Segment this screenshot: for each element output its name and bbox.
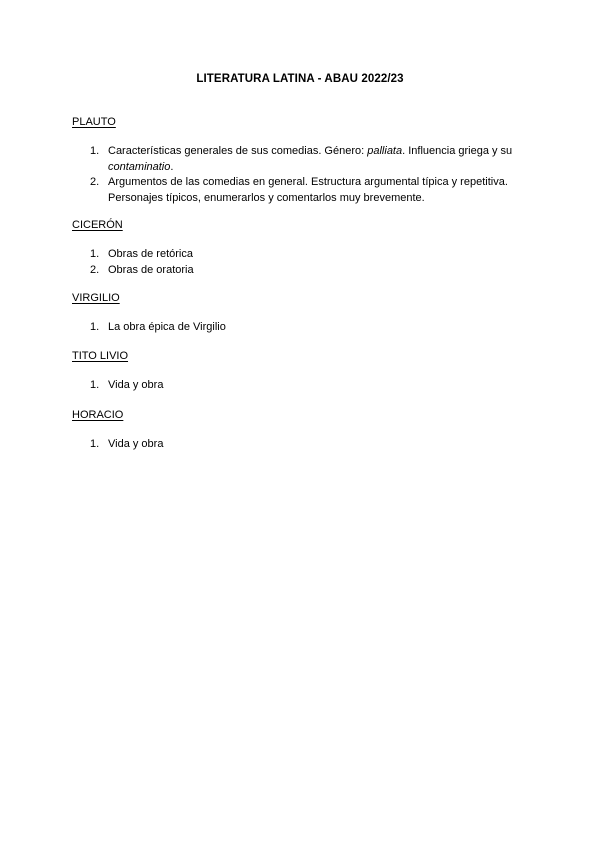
item-text: Obras de retórica xyxy=(108,248,193,260)
item-text: Características generales de sus comedias. Género: palliata. Influencia griega y su contaminatio. xyxy=(108,145,513,173)
list-plauto xyxy=(90,144,530,206)
list-ciceron xyxy=(90,247,530,278)
list-horacio xyxy=(90,437,530,453)
list-tito-livio xyxy=(90,378,530,394)
item-text: La obra épica de Virgilio xyxy=(108,321,226,333)
item-number: 1. xyxy=(90,248,100,260)
document-title: LITERATURA LATINA - ABAU 2022/23 xyxy=(196,73,404,85)
item-text: Argumentos de las comedias en general. Estructura argumental típica y repetitiva. Personajes típicos, enumerarlos y comentarlos muy brevemente. xyxy=(108,176,508,204)
item-number: 2. xyxy=(90,263,100,276)
section-heading-plauto: PLAUTO xyxy=(72,116,116,128)
item-text: Obras de oratoria xyxy=(108,263,194,276)
list-item xyxy=(90,144,530,175)
list-item xyxy=(90,378,530,394)
item-number: 1. xyxy=(90,321,100,333)
item-number: 1. xyxy=(90,438,100,450)
list-item xyxy=(90,437,530,453)
section-heading-virgilio: VIRGILIO xyxy=(72,292,120,304)
section-heading-tito-livio: TITO LIVIO xyxy=(72,350,129,362)
term-contaminatio: contaminatio xyxy=(108,160,171,173)
item-number: 1. xyxy=(90,145,100,157)
item-text: Vida y obra xyxy=(108,379,164,391)
list-item xyxy=(90,247,530,263)
section-heading-ciceron: CICERÓN xyxy=(72,219,123,231)
list-item xyxy=(90,320,530,336)
list-item xyxy=(90,263,530,279)
section-heading-horacio: HORACIO xyxy=(72,409,124,421)
list-item xyxy=(90,175,530,206)
item-number: 2. xyxy=(90,176,100,188)
item-number: 1. xyxy=(90,379,100,391)
term-palliata: palliata xyxy=(367,145,403,157)
list-virgilio xyxy=(90,320,530,336)
item-text: Vida y obra xyxy=(108,438,164,450)
